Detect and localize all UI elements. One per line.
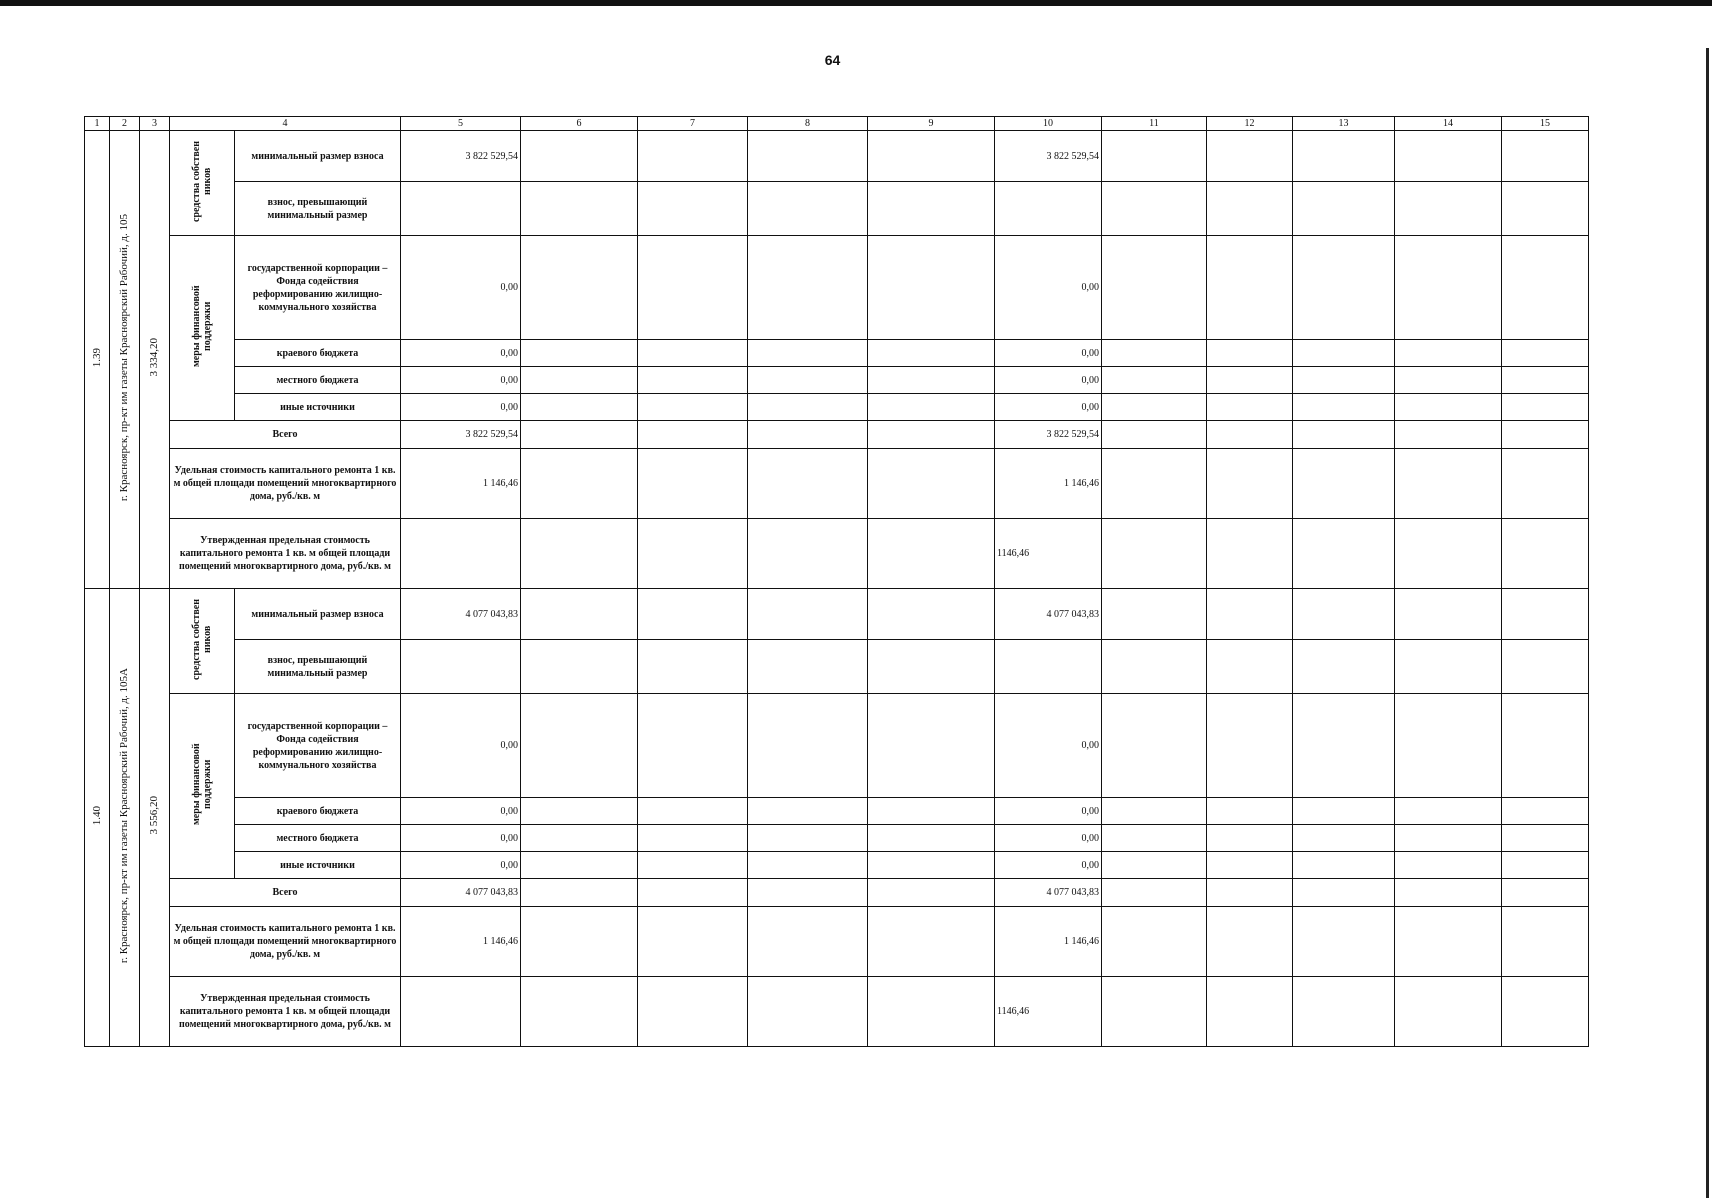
unit-cost-col5: 1 146,46 [401,449,521,519]
cell-col10: 0,00 [995,694,1102,798]
cell-col5: 3 822 529,54 [401,131,521,182]
max-cost-col5 [401,977,521,1047]
max-cost-col10: 1146,46 [995,519,1102,589]
financial-support-group [170,236,235,421]
address-cell [110,131,140,589]
table-row [85,879,1589,907]
column-header-2: 2 [110,117,140,131]
owners-funds-group [170,589,235,694]
row-label: государственной корпорации – Фонда содействия реформированию жилищно-коммунального хозяйства [235,236,401,340]
cell-col5: 0,00 [401,694,521,798]
table-row [85,798,1589,825]
row-label: краевого бюджета [235,340,401,367]
total-col10: 3 822 529,54 [995,421,1102,449]
section-number-cell [85,589,110,1047]
unit-cost-label: Удельная стоимость капитального ремонта 1 кв. м общей площади помещений многоквартирного дома, руб./кв. м [170,907,401,977]
owners-funds-group [170,131,235,236]
table-row [85,421,1589,449]
cell-col10: 0,00 [995,340,1102,367]
max-cost-label: Утвержденная предельная стоимость капитального ремонта 1 кв. м общей площади помещений многоквартирного дома, руб./кв. м [170,977,401,1047]
top-border [0,0,1712,6]
owners-funds-label: средства собствен ников [191,140,213,222]
address-cell [110,589,140,1047]
total-col10: 4 077 043,83 [995,879,1102,907]
table-row [85,394,1589,421]
table-row [85,694,1589,798]
cell-col5 [401,182,521,236]
financial-support-group [170,694,235,879]
cell-col10: 4 077 043,83 [995,589,1102,640]
cell-col5: 0,00 [401,340,521,367]
cell-col5 [401,640,521,694]
column-header-11: 11 [1102,117,1207,131]
cell-col10: 3 822 529,54 [995,131,1102,182]
area: 3 556,20 [148,796,160,835]
table-row [85,449,1589,519]
table-row [85,519,1589,589]
column-header-6: 6 [521,117,638,131]
column-header-7: 7 [638,117,748,131]
table-row [85,640,1589,694]
table-row [85,825,1589,852]
table-row [85,340,1589,367]
cell-col10: 0,00 [995,798,1102,825]
table-row [85,182,1589,236]
cell-col10: 0,00 [995,825,1102,852]
row-label: иные источники [235,394,401,421]
unit-cost-col5: 1 146,46 [401,907,521,977]
column-header-12: 12 [1207,117,1293,131]
row-label: взнос, превышающий минимальный размер [235,182,401,236]
cell-col5: 0,00 [401,852,521,879]
row-label: иные источники [235,852,401,879]
unit-cost-col10: 1 146,46 [995,449,1102,519]
column-header-13: 13 [1293,117,1395,131]
cell-col10: 0,00 [995,367,1102,394]
table-row [85,131,1589,182]
table-row [85,852,1589,879]
column-header-14: 14 [1395,117,1502,131]
unit-cost-col10: 1 146,46 [995,907,1102,977]
column-header-3: 3 [140,117,170,131]
table-row [85,907,1589,977]
unit-cost-label: Удельная стоимость капитального ремонта 1 кв. м общей площади помещений многоквартирного дома, руб./кв. м [170,449,401,519]
address: г. Красноярск, пр-кт им газеты Красноярский Рабочий, д. 105А [118,667,130,964]
area: 3 334,20 [148,338,160,377]
section-number-cell [85,131,110,589]
page-number: 64 [824,52,841,68]
max-cost-col10: 1146,46 [995,977,1102,1047]
table-row [85,236,1589,340]
total-label: Всего [170,879,401,907]
row-label: местного бюджета [235,367,401,394]
column-header-9: 9 [868,117,995,131]
row-label: краевого бюджета [235,798,401,825]
column-header-5: 5 [401,117,521,131]
cell-col10 [995,640,1102,694]
cell-col5: 0,00 [401,236,521,340]
cell-col10 [995,182,1102,236]
cell-col10: 0,00 [995,852,1102,879]
total-label: Всего [170,421,401,449]
table-row [85,367,1589,394]
financial-support-label: меры финансовой поддержки [191,743,213,825]
column-header-8: 8 [748,117,868,131]
column-header-4: 4 [170,117,401,131]
address: г. Красноярск, пр-кт им газеты Красноярский Рабочий, д. 105 [118,213,130,502]
financial-support-label: меры финансовой поддержки [191,285,213,367]
row-label: местного бюджета [235,825,401,852]
row-label: минимальный размер взноса [235,589,401,640]
area-cell [140,589,170,1047]
table-row [85,589,1589,640]
row-label: государственной корпорации – Фонда содействия реформированию жилищно-коммунального хозяйства [235,694,401,798]
table-row [85,977,1589,1047]
cell-col5: 0,00 [401,825,521,852]
cell-col5: 4 077 043,83 [401,589,521,640]
row-label: минимальный размер взноса [235,131,401,182]
max-cost-col5 [401,519,521,589]
owners-funds-label: средства собствен ников [191,598,213,680]
section-number: 1.40 [90,805,103,826]
cell-col10: 0,00 [995,394,1102,421]
max-cost-label: Утвержденная предельная стоимость капитального ремонта 1 кв. м общей площади помещений многоквартирного дома, руб./кв. м [170,519,401,589]
data-table [84,116,1589,1047]
section-number: 1.39 [90,347,103,368]
column-header-1: 1 [85,117,110,131]
row-label: взнос, превышающий минимальный размер [235,640,401,694]
area-cell [140,131,170,589]
right-border [1706,48,1709,1198]
cell-col5: 0,00 [401,367,521,394]
cell-col5: 0,00 [401,798,521,825]
total-col5: 3 822 529,54 [401,421,521,449]
column-header-10: 10 [995,117,1102,131]
total-col5: 4 077 043,83 [401,879,521,907]
cell-col5: 0,00 [401,394,521,421]
cell-col10: 0,00 [995,236,1102,340]
column-header-15: 15 [1502,117,1589,131]
column-header-row [85,117,1589,131]
